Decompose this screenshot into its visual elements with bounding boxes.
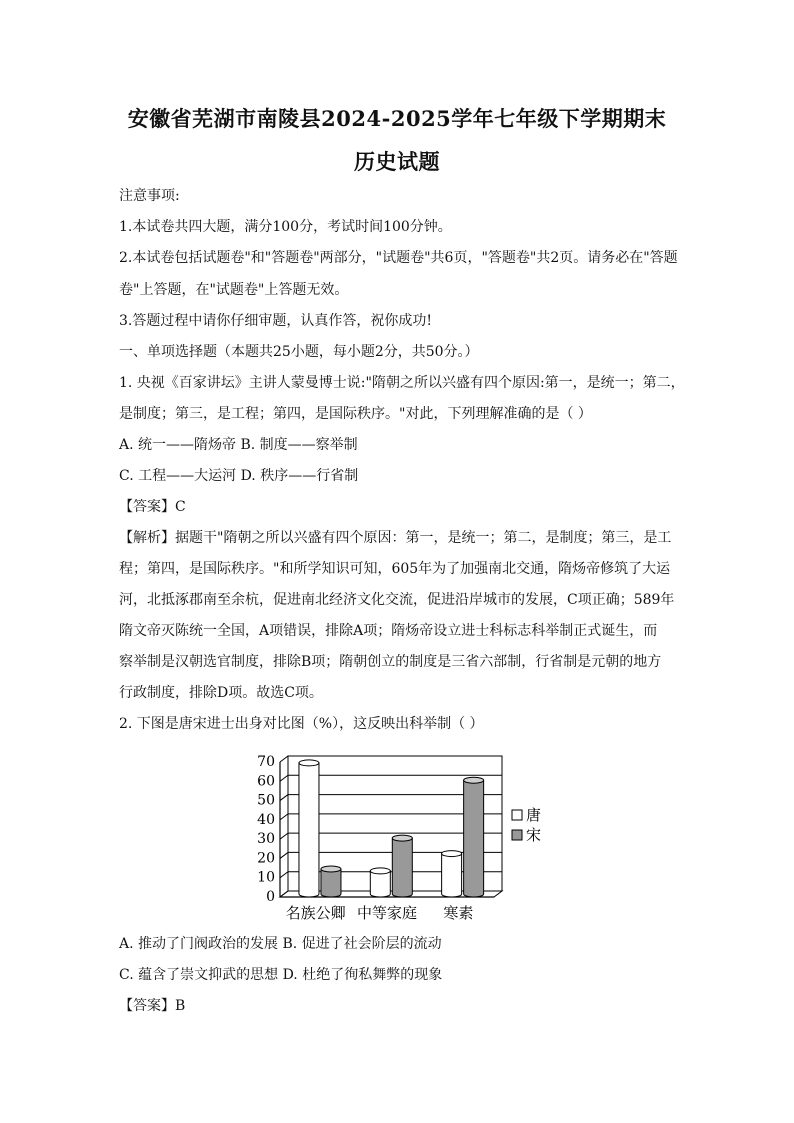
bar-body bbox=[370, 871, 390, 897]
grid-diagonal bbox=[280, 833, 288, 839]
bar-top bbox=[370, 868, 390, 874]
notes-item-2-line-2: 卷"上答题，在"试题卷"上答题无效。 bbox=[119, 282, 349, 298]
q1-analysis-line-5: 察举制是汉朝选官制度，排除B项；隋朝创立的制度是三省六部制，行省制是元朝的地方 bbox=[119, 654, 662, 670]
q1-analysis-line-4: 隋文帝灭陈统一全国，A项错误，排除A项；隋炀帝设立进士科标志科举制正式诞生，而 bbox=[119, 623, 658, 639]
q1-options-line-1: A. 统一——隋炀帝 B. 制度——察举制 bbox=[119, 437, 358, 453]
exam-title: 安徽省芜湖市南陵县2024-2025学年七年级下学期期末 bbox=[127, 106, 667, 131]
y-tick-label: 70 bbox=[257, 754, 275, 770]
legend-label: 宋 bbox=[526, 826, 542, 844]
q2-options-line-2: C. 蕴含了崇文抑武的思想 D. 杜绝了徇私舞弊的现象 bbox=[119, 967, 443, 983]
bar-body bbox=[464, 780, 484, 897]
q1-analysis-line-3: 河，北抵涿郡南至余杭，促进南北经济文化交流，促进沿岸城市的发展，C项正确；589年 bbox=[119, 592, 675, 608]
notes-item-1: 1.本试卷共四大题，满分100分，考试时间100分钟。 bbox=[119, 219, 452, 235]
legend-swatch bbox=[512, 830, 522, 840]
bar-body bbox=[321, 869, 341, 897]
bar-chart bbox=[250, 742, 560, 924]
notes-item-2-line-1: 2.本试卷包括试题卷"和"答题卷"两部分，"试题卷"共6页，"答题卷"共2页。请务必在"答题 bbox=[119, 250, 678, 266]
grid-diagonal bbox=[280, 775, 288, 781]
notes-heading: 注意事项: bbox=[119, 188, 180, 204]
q1-stem-line-1: 1. 央视《百家讲坛》主讲人蒙曼博士说:"隋朝之所以兴盛有四个原因:第一，是统一；第二， bbox=[119, 375, 685, 391]
bar-top bbox=[442, 851, 462, 857]
bar bbox=[442, 851, 462, 897]
bar-body bbox=[299, 763, 319, 897]
y-tick-label: 40 bbox=[257, 811, 275, 828]
y-tick-label: 10 bbox=[257, 869, 275, 886]
x-category-label: 寒素 bbox=[443, 904, 474, 922]
q1-analysis-line-1: 【解析】据题干"隋朝之所以兴盛有四个原因：第一，是统一；第二，是制度；第三，是工 bbox=[119, 530, 672, 546]
notes-item-3: 3.答题过程中请你仔细审题，认真作答，祝你成功! bbox=[119, 313, 432, 329]
q1-analysis-line-2: 程；第四，是国际秩序。"和所学知识可知，605年为了加强南北交通，隋炀帝修筑了大运 bbox=[119, 561, 671, 577]
q2-options-line-1: A. 推动了门阀政治的发展 B. 促进了社会阶层的流动 bbox=[119, 936, 442, 952]
bar bbox=[370, 868, 390, 897]
q2-stem: 2. 下图是唐宋进士出身对比图（%），这反映出科举制（ ） bbox=[119, 716, 484, 732]
grid-diagonal bbox=[280, 795, 288, 801]
q1-stem-line-2: 是制度；第三，是工程；第四，是国际秩序。"对此，下列理解准确的是（ ） bbox=[119, 406, 592, 422]
grid-diagonal bbox=[280, 756, 288, 762]
q1-answer: 【答案】C bbox=[119, 499, 186, 515]
q1-options-line-2: C. 工程——大运河 D. 秩序——行省制 bbox=[119, 468, 359, 484]
x-category-label: 名族公卿 bbox=[285, 904, 346, 922]
bar-body bbox=[442, 854, 462, 897]
y-tick-label: 20 bbox=[257, 850, 275, 867]
bar bbox=[321, 866, 341, 897]
bar bbox=[299, 760, 319, 897]
q1-analysis-line-6: 行政制度，排除D项。故选C项。 bbox=[119, 685, 323, 701]
y-tick-label: 60 bbox=[257, 773, 275, 790]
q2-answer: 【答案】B bbox=[119, 998, 186, 1014]
section-heading: 一、单项选择题（本题共25小题，每小题2分，共50分。） bbox=[119, 344, 479, 360]
grid-diagonal bbox=[280, 814, 288, 820]
y-tick-label: 50 bbox=[257, 792, 275, 809]
y-tick-label: 0 bbox=[266, 889, 275, 905]
x-category-label: 中等家庭 bbox=[356, 904, 418, 922]
bar bbox=[392, 835, 412, 897]
bar-top bbox=[299, 760, 319, 766]
bar-top bbox=[392, 835, 412, 841]
grid-diagonal bbox=[280, 852, 288, 858]
grid-diagonal bbox=[280, 872, 288, 878]
bar bbox=[464, 777, 484, 897]
y-tick-label: 30 bbox=[257, 831, 275, 848]
bar-top bbox=[321, 866, 341, 872]
exam-subtitle: 历史试题 bbox=[354, 149, 440, 174]
bar-top bbox=[464, 777, 484, 783]
legend-swatch bbox=[512, 810, 522, 820]
bar-body bbox=[392, 838, 412, 897]
legend-label: 唐 bbox=[526, 806, 542, 824]
